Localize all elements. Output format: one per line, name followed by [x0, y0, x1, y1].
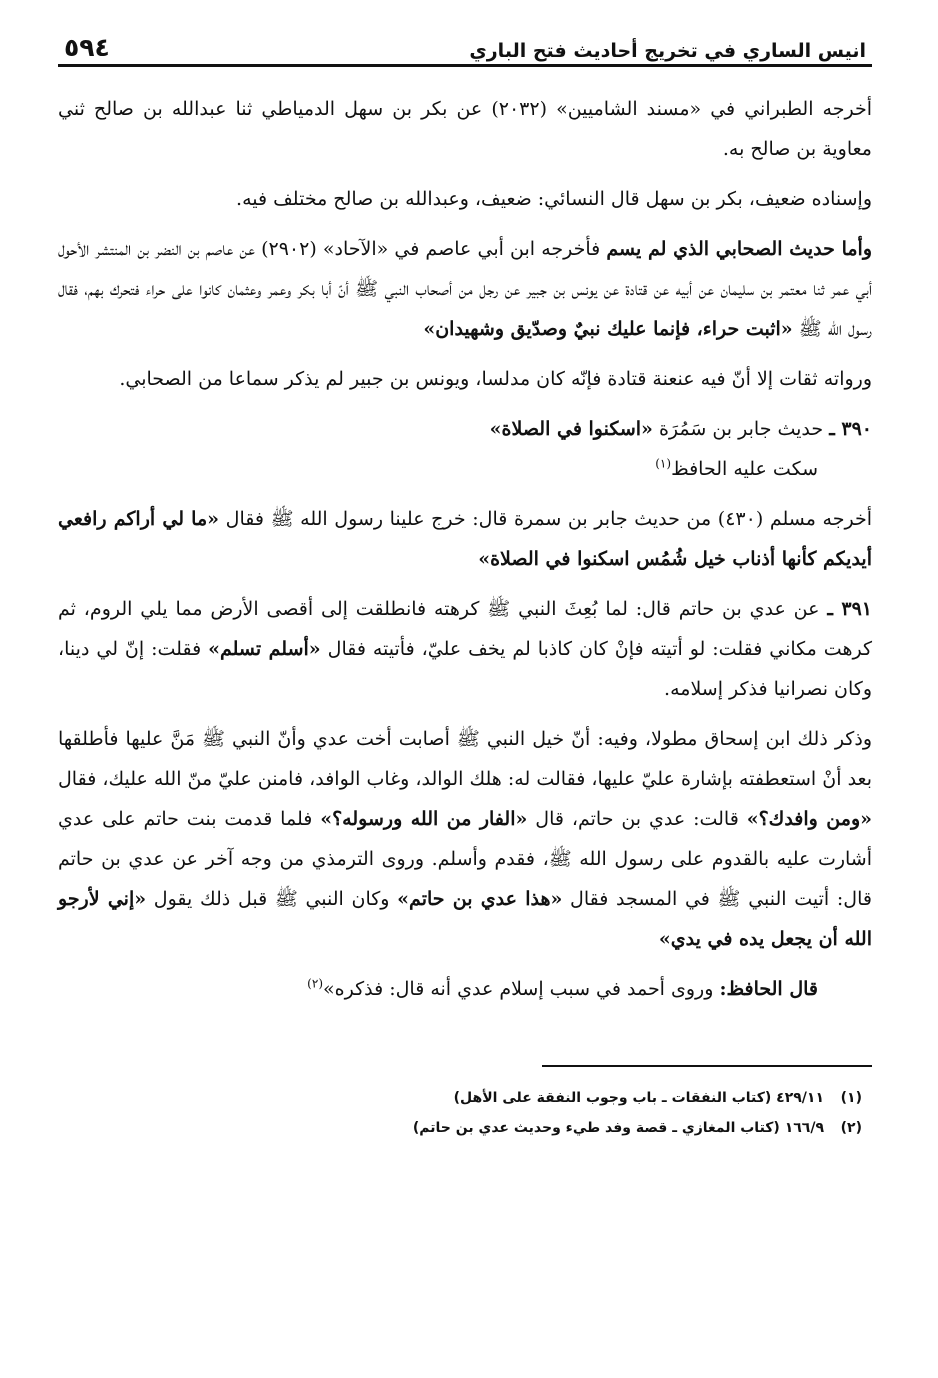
hadith-quote: «ومن وافدك؟» [746, 808, 872, 830]
note-text: سكت عليه الحافظ [671, 458, 818, 480]
book-page [58, 26, 872, 1356]
paragraph-unnamed-companion [58, 229, 872, 349]
paragraph-ibn-ishaq [58, 719, 872, 959]
paragraph-text: قالت: عدي بن حاتم، قال [527, 808, 747, 830]
footnote-text: ٤٢٩/١١ (كتاب النفقات ـ باب وجوب النفقة على الأهل) [453, 1090, 824, 1106]
paragraph-narrators: ورواته ثقات إلا أنّ فيه عنعنة قتادة فإنّه كان مدلسا، ويونس بن جبير لم يذكر سماعا من الصحابي. [119, 368, 872, 390]
paragraph-takhrij-muslim [58, 499, 872, 579]
entry-heading [58, 409, 872, 449]
footnote-number: (٢) [840, 1120, 862, 1136]
paragraph-lead: وأما حديث الصحابي الذي لم يسم [606, 238, 872, 260]
paragraph-lead: قال الحافظ: [719, 978, 818, 1000]
footnotes [58, 1083, 872, 1143]
hadith-quote: «أسلم تسلم» [208, 638, 321, 660]
hadith-quote: «هذا عدي بن حاتم» [397, 888, 563, 910]
hadith-quote: «اسكنوا في الصلاة» [489, 418, 653, 440]
hadith-quote: «إني لأرجو الله أن يجعل يده في يدي» [58, 888, 872, 950]
footnote-ref: (٢) [307, 976, 323, 991]
footnote [58, 1113, 872, 1143]
paragraph-text: فأخرجه ابن أبي عاصم في «الآحاد» (٢٩٠٢) عن عاصم بن النضر بن المنتشر الأحول أبي عمر ثنا معتمر بن سليمان عن أبيه عن قتادة عن يونس بن جبير عن رجل من أصحاب النبي ﷺ أنّ أبا بكر وعمر وعثمان كانوا على حراء فتحرك بهم، فقال رسول الله ﷺ [58, 238, 872, 340]
hadith-quote: «ما لي أراكم رافعي أيديكم كأنها أذناب خيل شُمُس اسكنوا في الصلاة» [58, 508, 872, 570]
paragraph-text: وذكر ذلك ابن إسحاق مطولا، وفيه: أنّ خيل النبي ﷺ أصابت أخت عدي وأنّ النبي ﷺ مَنَّ عليها فأطلقها بعد أنْ استعطفته بإشارة عليّ عليها، فقالت له: هلك الوالد، وغاب الوافد، فامنن عليّ منّ الله عليك، فقال [58, 728, 872, 790]
entry-text: حديث جابر بن سَمُرَة [652, 418, 830, 440]
entry-number: ٣٩١ ـ [827, 598, 872, 620]
running-header [58, 26, 872, 67]
paragraph-text: وكان النبي ﷺ قبل ذلك يقول [146, 888, 398, 910]
paragraph-text: أخرجه مسلم (٤٣٠) من حديث جابر بن سمرة قال: خرج علينا رسول الله ﷺ فقال [219, 508, 872, 530]
paragraph-isnad-grade: وإسناده ضعيف، بكر بن سهل قال النسائي: ضعيف، وعبدالله بن صالح مختلف فيه. [236, 188, 872, 210]
paragraph-al-hafiz [58, 969, 872, 1009]
entry-text: عن عدي بن حاتم قال: لما بُعِثَ النبي ﷺ كرهته فانطلقت إلى أقصى الأرض مما يلي الروم، ثم كرهت مكاني فقلت: لو أتيته فإنْ كان كاذبا لم يخف عليّ، فأتيته فقال [58, 598, 872, 660]
paragraph-takhrij-tabarani: أخرجه الطبراني في «مسند الشاميين» (٢٠٣٢) عن بكر بن سهل الدمياطي ثنا عبدالله بن صالح ثني معاوية بن صالح به. [58, 98, 872, 160]
hadith-quote: «الفار من الله ورسوله؟» [320, 808, 528, 830]
entry-number: ٣٩٠ ـ [829, 418, 872, 440]
footnote-ref: (١) [655, 456, 672, 471]
entry-note [58, 449, 872, 489]
entry-text-end: فقلت: إنّ لي دينا، وكان نصرانيا فذكر إسلامه. [58, 638, 872, 700]
footnote-number: (١) [840, 1090, 862, 1106]
footnote [58, 1083, 872, 1113]
footnote-divider [542, 1065, 872, 1067]
running-title: انيس الساري في تخريج أحاديث فتح الباري [469, 40, 866, 62]
hadith-quote: «اثبت حراء، فإنما عليك نبيٌ وصدّيق وشهيدان» [423, 318, 793, 340]
footnote-text: ١٦٦/٩ (كتاب المغازي ـ قصة وفد طيء وحديث عدي بن حاتم) [412, 1120, 824, 1136]
page-body [58, 89, 872, 1143]
paragraph-text: فلما قدمت بنت حاتم على عدي أشارت عليه بالقدوم على رسول الله ﷺ، فقدم وأسلم. وروى الترمذي من وجه آخر عن عدي بن حاتم قال: أتيت النبي ﷺ في المسجد فقال [58, 808, 872, 910]
paragraph-text: وروى أحمد في سبب إسلام عدي أنه قال: فذكره» [323, 978, 720, 1000]
page-number: ٥٩٤ [64, 33, 110, 62]
hadith-entry-390 [58, 409, 872, 489]
hadith-entry-391 [58, 589, 872, 709]
